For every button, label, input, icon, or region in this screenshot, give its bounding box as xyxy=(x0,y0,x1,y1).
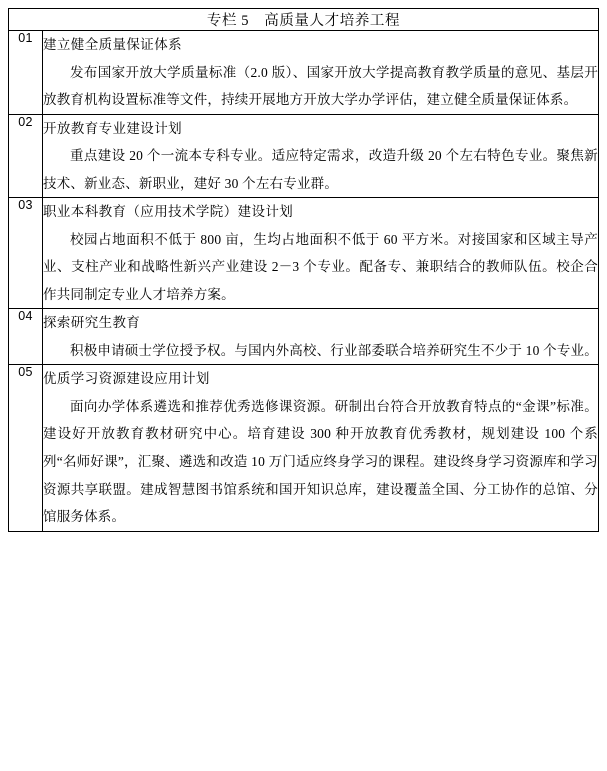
table-row xyxy=(9,309,599,365)
table-row xyxy=(9,198,599,309)
item-content xyxy=(43,365,599,531)
item-description: 积极申请硕士学位授予权。与国内外高校、行业部委联合培养研究生不少于 10 个专业。 xyxy=(70,342,598,358)
item-heading: 职业本科教育（应用技术学院）建设计划 xyxy=(43,204,294,220)
program-table xyxy=(8,8,599,532)
item-heading: 开放教育专业建设计划 xyxy=(43,120,182,136)
item-description: 校园占地面积不低于 800 亩，生均占地面积不低于 60 平方米。对接国家和区域主导产业、支柱产业和战略性新兴产业建设 2－3 个专业。配备专、兼职结合的教师队伍。校企合作共同制定专业人才培养方案。 xyxy=(43,231,598,302)
table-title-row xyxy=(9,9,599,31)
item-description: 重点建设 20 个一流本专科专业。适应特定需求，改造升级 20 个左右特色专业。聚焦新技术、新业态、新职业，建好 30 个左右专业群。 xyxy=(43,148,598,191)
item-description: 发布国家开放大学质量标准（2.0 版）、国家开放大学提高教育教学质量的意见、基层开放教育机构设置标准等文件，持续开展地方开放大学办学评估，建立健全质量保证体系。 xyxy=(43,64,598,108)
item-content xyxy=(43,31,599,115)
item-content xyxy=(43,198,599,309)
item-content xyxy=(43,114,599,198)
item-number: 04 xyxy=(9,309,43,365)
item-heading: 探索研究生教育 xyxy=(43,315,141,331)
table-row xyxy=(9,365,599,531)
table-row xyxy=(9,31,599,115)
item-number: 05 xyxy=(9,365,43,531)
item-description: 面向办学体系遴选和推荐优秀选修课资源。研制出台符合开放教育特点的“金课”标准。建设好开放教育教材研究中心。培育建设 300 种开放教育优秀教材，规划建设 100 个系列“名师好课”，汇聚、遴选和改造 10 万门适应终身学习的课程。建设终身学习资源库和学习资源共享联盟。建成智慧图书馆系统和国开知识总库，建设覆盖全国、分工协作的总馆、分馆服务体系。 xyxy=(43,398,598,525)
item-number: 03 xyxy=(9,198,43,309)
item-number: 01 xyxy=(9,31,43,115)
item-heading: 建立健全质量保证体系 xyxy=(43,37,182,52)
table-title: 专栏 5 高质量人才培养工程 xyxy=(9,9,599,31)
item-heading: 优质学习资源建设应用计划 xyxy=(43,371,210,387)
item-number: 02 xyxy=(9,114,43,198)
table-row xyxy=(9,114,599,198)
item-content xyxy=(43,309,599,365)
